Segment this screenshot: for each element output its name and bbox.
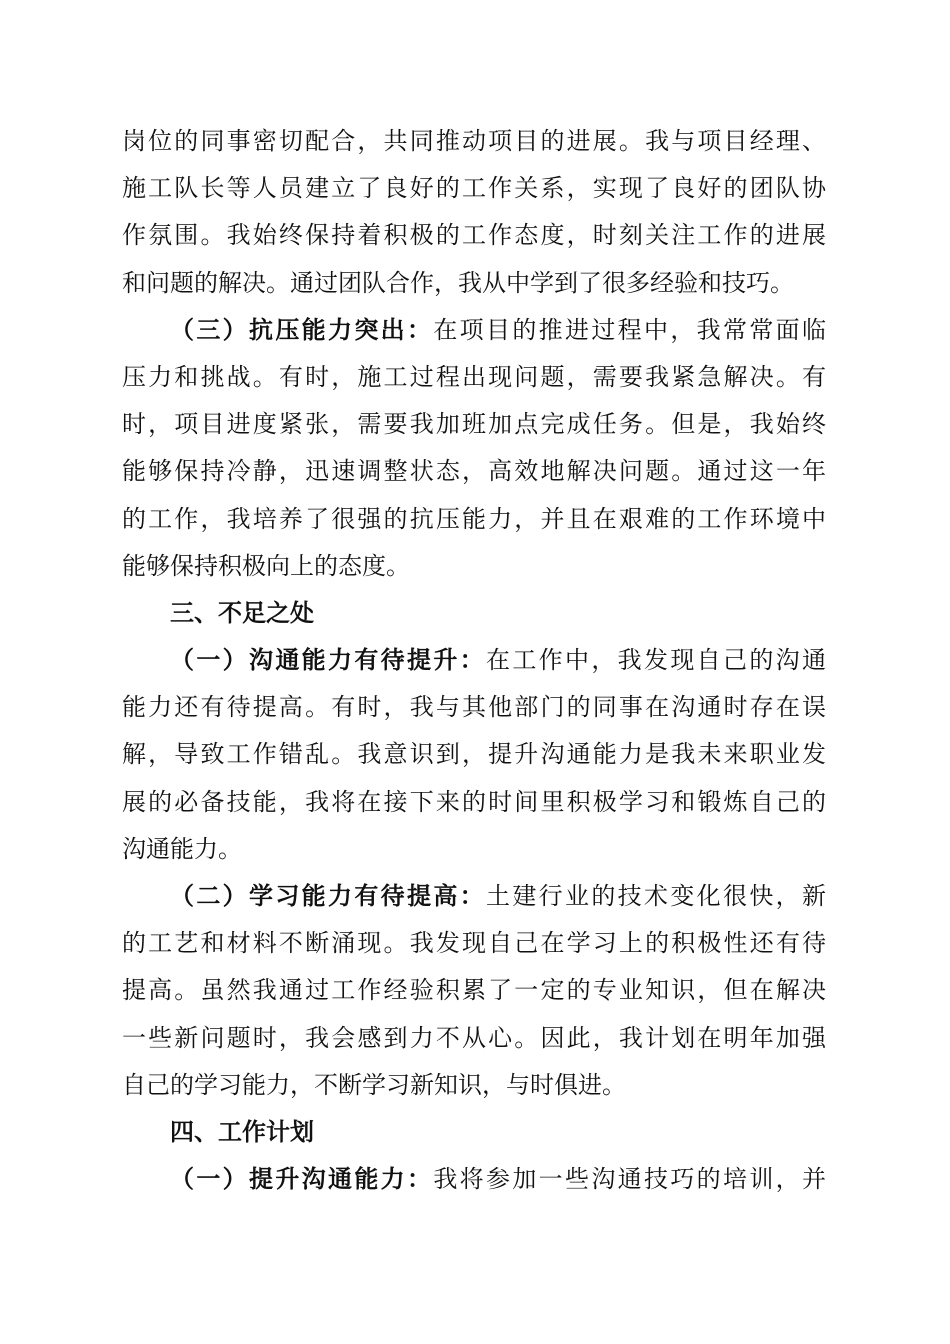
text-line: 压力和挑战。有时，施工过程出现问题，需要我紧急解决。有 bbox=[122, 362, 826, 391]
section-heading-work-plan: 四、工作计划 bbox=[170, 1117, 314, 1146]
paragraph-plan-communication bbox=[122, 1156, 826, 1203]
paragraph-first-line bbox=[122, 637, 826, 684]
text-line: 的工艺和材料不断涌现。我发现自己在学习上的积极性还有待 bbox=[122, 929, 826, 958]
section-heading-shortcomings: 三、不足之处 bbox=[170, 598, 314, 627]
paragraph-lead: （三）抗压能力突出： bbox=[170, 315, 434, 344]
text-line: 解，导致工作错乱。我意识到，提升沟通能力是我未来职业发 bbox=[122, 740, 826, 769]
text-line: 时，项目进度紧张，需要我加班加点完成任务。但是，我始终 bbox=[122, 410, 826, 439]
paragraph-first-text: 在工作中，我发现自己的沟通 bbox=[486, 646, 826, 675]
paragraph-first-line bbox=[122, 307, 826, 354]
paragraph-communication bbox=[122, 637, 826, 873]
paragraph-first-line bbox=[122, 873, 826, 920]
text-line: 岗位的同事密切配合，共同推动项目的进展。我与项目经理、 bbox=[122, 127, 826, 155]
paragraph-learning bbox=[122, 873, 826, 1109]
paragraph-lead: （一）沟通能力有待提升： bbox=[170, 646, 486, 675]
paragraph-lead: （一）提升沟通能力： bbox=[170, 1165, 434, 1194]
paragraph-first-text: 在项目的推进过程中，我常常面临 bbox=[433, 315, 827, 344]
text-line: 展的必备技能，我将在接下来的时间里积极学习和锻炼自己的 bbox=[122, 787, 826, 816]
text-line: 一些新问题时，我会感到力不从心。因此，我计划在明年加强 bbox=[122, 1023, 826, 1052]
text-line: 施工队长等人员建立了良好的工作关系，实现了良好的团队协 bbox=[122, 174, 826, 203]
text-line: 能够保持积极向上的态度。 bbox=[122, 551, 410, 580]
text-line: 提高。虽然我通过工作经验积累了一定的专业知识，但在解决 bbox=[122, 976, 826, 1005]
text-line: 能力还有待提高。有时，我与其他部门的同事在沟通时存在误 bbox=[122, 693, 826, 722]
document-body bbox=[122, 118, 826, 1203]
text-line: 自己的学习能力，不断学习新知识，与时俱进。 bbox=[122, 1070, 626, 1099]
paragraph-first-line bbox=[122, 1156, 826, 1203]
text-line: 能够保持冷静，迅速调整状态，高效地解决问题。通过这一年 bbox=[122, 457, 826, 486]
text-line: 的工作，我培养了很强的抗压能力，并且在艰难的工作环境中 bbox=[122, 504, 826, 533]
paragraph-pressure bbox=[122, 307, 826, 590]
text-line: 沟通能力。 bbox=[122, 834, 242, 863]
text-line: 作氛围。我始终保持着积极的工作态度，时刻关注工作的进展 bbox=[122, 221, 826, 250]
paragraph-first-text: 土建行业的技术变化很快，新 bbox=[486, 882, 826, 910]
text-line: 和问题的解决。通过团队合作，我从中学到了很多经验和技巧。 bbox=[122, 268, 794, 297]
paragraph-first-text: 我将参加一些沟通技巧的培训，并 bbox=[433, 1165, 827, 1194]
paragraph-lead: （二）学习能力有待提高： bbox=[170, 882, 486, 910]
paragraph-teamwork bbox=[122, 118, 826, 307]
